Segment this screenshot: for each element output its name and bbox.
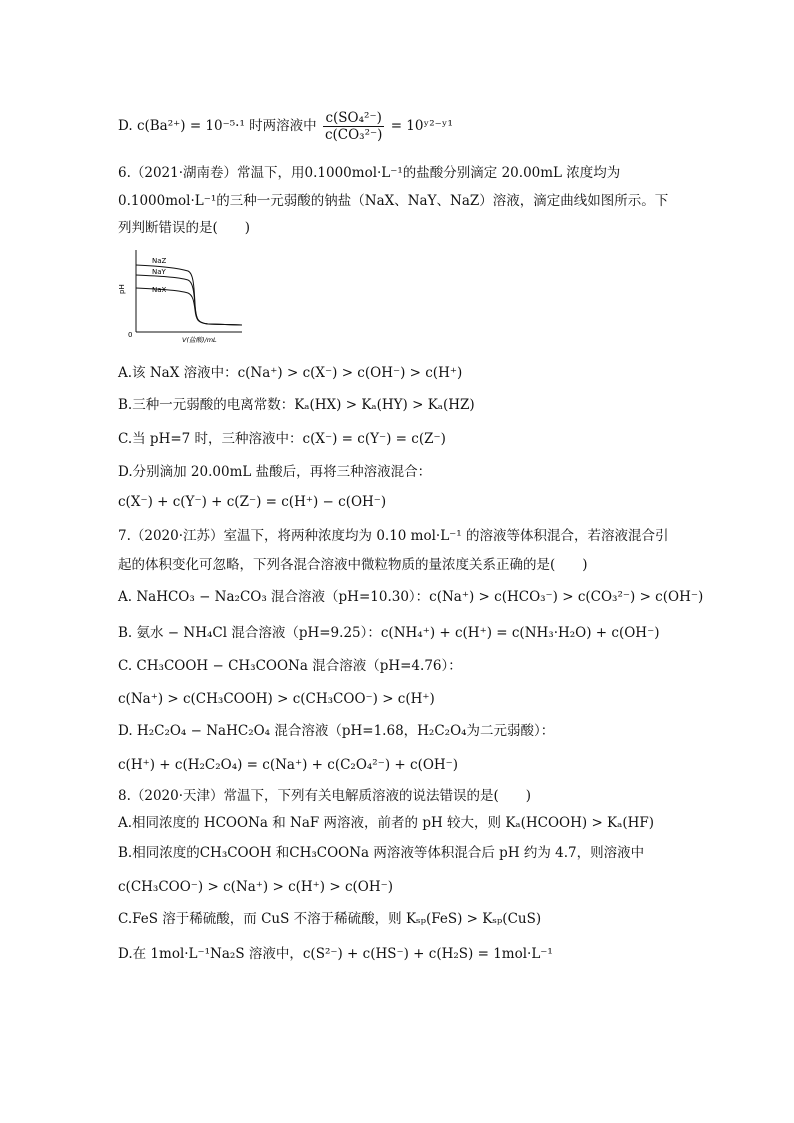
q5-option-d: D. c(Ba²⁺) = 10⁻⁵·¹ 时两溶液中 $\frac{\text{c(SO₄²⁻)}}{\text{c(CO₃²⁻)}}$ = 10ʸ²⁻ʸ¹	[118, 110, 453, 143]
titration-chart	[118, 244, 246, 344]
legend-nax: NaX	[152, 286, 167, 294]
legend-nay: NaY	[152, 268, 166, 276]
q8-option-b-line2: c(CH₃COO⁻) > c(Na⁺) > c(H⁺) > c(OH⁻)	[118, 879, 394, 895]
q5-fraction: $\frac{\text{c(SO₄²⁻)}}{\text{c(CO₃²⁻)}}$	[324, 110, 383, 143]
q7-option-b: B. 氨水 − NH₄Cl 混合溶液（pH=9.25）：c(NH₄⁺) + c(H⁺) = c(NH₃·H₂O) + c(OH⁻)	[118, 625, 660, 641]
q8-option-b-line1: B.相同浓度的CH₃COOH 和CH₃COONa 两溶液等体积混合后 pH 约为 4.7，则溶液中	[118, 845, 645, 861]
q8-option-c: C.FeS 溶于稀硫酸，而 CuS 不溶于稀硫酸，则 Kₛₚ(FeS) > Kₛₚ(CuS)	[118, 911, 542, 927]
q6-stem-line1: 6.（2021·湖南卷）常温下，用0.1000mol·L⁻¹的盐酸分别滴定 20.00mL 浓度均为	[118, 165, 621, 181]
q8-option-a: A.相同浓度的 HCOONa 和 NaF 两溶液，前者的 pH 较大，则 Kₐ(HCOOH) > Kₐ(HF)	[118, 815, 655, 831]
q7-option-c-line2: c(Na⁺) > c(CH₃COOH) > c(CH₃COO⁻) > c(H⁺)	[118, 691, 435, 707]
q6-option-d-line1: D.分别滴加 20.00mL 盐酸后，再将三种溶液混合：	[118, 464, 432, 480]
q7-option-d-line2: c(H⁺) + c(H₂C₂O₄) = c(Na⁺) + c(C₂O₄²⁻) + c(OH⁻)	[118, 757, 459, 773]
q6-option-d-line2: c(X⁻) + c(Y⁻) + c(Z⁻) = c(H⁺) − c(OH⁻)	[118, 494, 387, 510]
q8-stem: 8.（2020·天津）常温下，下列有关电解质溶液的说法错误的是( )	[118, 788, 532, 804]
x-axis-label: V(盐酸)/mL	[182, 336, 217, 344]
q7-option-a: A. NaHCO₃ − Na₂CO₃ 混合溶液（pH=10.30）：c(Na⁺) > c(HCO₃⁻) > c(CO₃²⁻) > c(OH⁻)	[118, 589, 704, 605]
q6-stem-line3: 列判断错误的是( )	[118, 220, 251, 236]
q8-option-d: D.在 1mol·L⁻¹Na₂S 溶液中，c(S²⁻) + c(HS⁻) + c(H₂S) = 1mol·L⁻¹	[118, 946, 553, 962]
q7-option-d-line1: D. H₂C₂O₄ − NaHC₂O₄ 混合溶液（pH=1.68，H₂C₂O₄为二元弱酸）：	[118, 723, 555, 739]
q6-option-c: C.当 pH=7 时，三种溶液中：c(X⁻) = c(Y⁻) = c(Z⁻)	[118, 431, 446, 447]
y-axis-label: pH	[118, 284, 126, 294]
q7-stem-line2: 起的体积变化可忽略，下列各混合溶液中微粒物质的量浓度关系正确的是( )	[118, 557, 588, 573]
chart-background	[118, 244, 246, 344]
q6-option-a: A.该 NaX 溶液中：c(Na⁺) > c(X⁻) > c(OH⁻) > c(H⁺)	[118, 365, 463, 381]
q7-option-c-line1: C. CH₃COOH − CH₃COONa 混合溶液（pH=4.76）：	[118, 658, 462, 674]
legend-naz: NaZ	[152, 257, 167, 265]
origin-label: 0	[128, 331, 133, 339]
q6-stem-line2: 0.1000mol·L⁻¹的三种一元弱酸的钠盐（NaX、NaY、NaZ）溶液，滴定曲线如图所示。下	[118, 193, 669, 209]
q7-stem-line1: 7.（2020·江苏）室温下，将两种浓度均为 0.10 mol·L⁻¹ 的溶液等体积混合，若溶液混合引	[118, 528, 669, 544]
q6-option-b: B.三种一元弱酸的电离常数：Kₐ(HX) > Kₐ(HY) > Kₐ(HZ)	[118, 397, 475, 413]
